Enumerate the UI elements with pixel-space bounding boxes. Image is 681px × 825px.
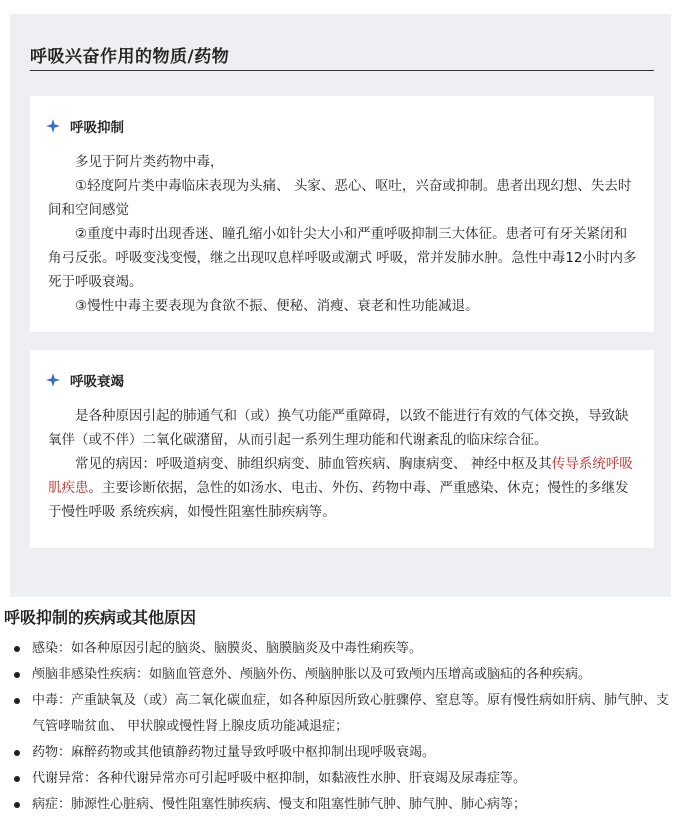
highlighted-text: 传导系统呼吸肌疾患: [48, 456, 633, 496]
list-item: 感染：如各种原因引起的脑炎、脑膜炎、脑膜脑炎及中毒性痢疾等。: [0, 636, 681, 662]
subsection-title: 呼吸抑制的疾病或其他原因: [4, 608, 197, 627]
card-respiratory-failure: [30, 350, 654, 548]
four-point-star-icon: [46, 119, 60, 133]
card-body: [48, 150, 638, 318]
list-item: 代谢异常：各种代谢异常亦可引起呼吸中枢抑制，如黏液性水肿、肝衰竭及尿毒症等。: [0, 766, 681, 792]
section-title: 呼吸兴奋作用的物质/药物: [30, 47, 230, 67]
card-header: [46, 116, 124, 136]
card-body: [48, 404, 638, 524]
list-item: 中毒：产重缺氧及（或）高二氧化碳血症，如各种原因所致心脏骤停、窒息等。原有慢性病如肝病、肺气肿、支气管哮喘贫血、 甲状腺或慢性肾上腺皮质功能减退症；: [0, 688, 681, 740]
paragraph: 多见于阿片类药物中毒，: [75, 154, 224, 170]
info-panel: [10, 14, 671, 597]
paragraph: ③慢性中毒主要表现为食欲不振、便秘、消瘦、衰老和性功能减退。: [75, 298, 479, 314]
section-divider: [30, 70, 654, 71]
card-respiratory-depression: [30, 96, 654, 332]
card-title: 呼吸抑制: [70, 120, 124, 136]
list-item: 病症：肺源性心脏病、慢性阻塞性肺疾病、慢支和阻塞性肺气肿、肺气肿、肺心病等；: [0, 792, 681, 818]
paragraph: [48, 452, 638, 524]
paragraph: 是各种原因引起的肺通气和（或）换气功能严重障碍，以致不能进行有效的气体交换，导致缺氧伴（或不伴）二氧化碳潴留，从而引起一系列生理功能和代谢紊乱的临床综合征。: [48, 408, 629, 448]
text-run: 。主要诊断依据，急性的如汤水、电击、外伤、药物中毒、严重感染、休克；慢性的多继发于慢性呼吸 系统疾病，如慢性阻塞性肺疾病等。: [48, 480, 629, 520]
list-item: 药物：麻醉药物或其他镇静药物过量导致呼吸中枢抑制出现呼吸衰竭。: [0, 740, 681, 766]
card-title: 呼吸衰竭: [70, 374, 124, 390]
list-item: 颅脑非感染性疾病：如脑血管意外、颅脑外伤、颅脑肿胀以及可致颅内压增高或脑疝的各种疾病。: [0, 662, 681, 688]
text-run: 常见的病因：呼吸道病变、肺组织病变、肺血管疾病、胸康病变、 神经中枢及其: [75, 456, 552, 472]
cause-list: [0, 636, 681, 818]
four-point-star-icon: [46, 373, 60, 387]
paragraph: ②重度中毒时出现香迷、瞳孔缩小如针尖大小和严重呼吸抑制三大体征。患者可有牙关紧闭和角弓反张。呼吸变浅变慢，继之出现叹息样呼吸或潮式 呼吸，常并发肺水肿。急性中毒12小时内多死于呼吸衰竭。: [48, 226, 637, 290]
paragraph: ①轻度阿片类中毒临床表现为头痛、 头家、恶心、呕吐，兴奋或抑制。患者出现幻想、失去时间和空间感觉: [48, 178, 632, 218]
card-header: [46, 370, 124, 390]
